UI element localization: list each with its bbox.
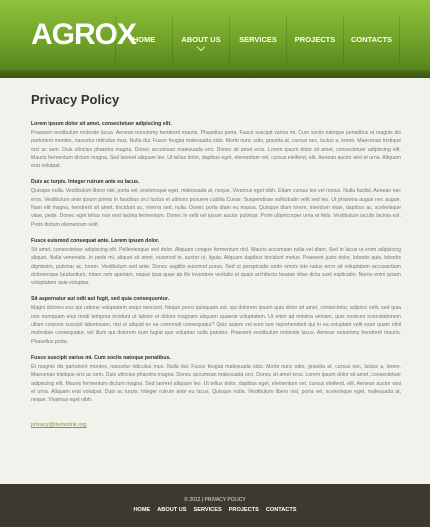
nav-projects-label: PROJECTS bbox=[294, 34, 336, 44]
section-body: Praesent vestibulum molestie lacus. Aenean nonummy hendrerit mauris. Phasellus porta. Fusce suscipit varius mi. Cum sociis natoque penatibus et magnis dis parturient montes, nascetur ridiculus mus. Nulla dui. Fusce feugiat malesuada odio. Morbi nunc odio, gravida at, cursus nec, luctus a, lorem. Maecenas tristique orci ac sem. Duis ultricies pharetra magna. Donec accumsan malesuada orci. Donec sit amet eros. Lorem ipsum dolor sit amet, consectetuer adipiscing elit. Mauris fermentum dictum magna. Sed laoreet aliquam leo. Ut tellus dolor, dapibus eget, elementum vel, cursus eleifend, elit. Aenean auctor wisi et urna. Aliquam erat volutpat. bbox=[31, 130, 401, 170]
footer-link-about-us[interactable]: ABOUT US bbox=[157, 507, 187, 513]
site-header bbox=[0, 0, 430, 78]
section-heading: Fusce euismod consequat ante. Lorem ipsum dolor. bbox=[31, 237, 160, 244]
section-heading: Lorem ipsum dolor sit amet, consectetuer adipiscing elit. bbox=[31, 121, 172, 127]
page-title: Privacy Policy bbox=[31, 92, 120, 107]
section-body: Et magnis dis parturient montes, nascetur ridiculus mus. Nulla dui. Fusce feugiat malesuada odio. Morbi nunc odio, gravida at, cursus nec, luctus a, lorem. Maecenas tristique orci ac sem. Duis ultricies pharetra magna. Donec accumsan malesuada orci. Donec sit amet eros. Lorem ipsum dolor sit amet, consectetuer adipiscing elit. Mauris fermentum dictum magna. Sed laoreet aliquam leo. Ut tellus dolor, dapibus eget, elementum vel, cursus eleifend, elit. Aenean auctor wisi et urna. Aliquam erat volutpat. Duis ac turpis. Integer rutrum ante eu lacus. Quisque nulla. Vestibulum libero nisl, porta vel, scelerisque eget, malesuada at, neque. Vivamus eget nibh. bbox=[31, 363, 401, 404]
site-logo[interactable]: AGROX bbox=[31, 18, 137, 51]
chevron-down-icon bbox=[197, 43, 205, 51]
main-content bbox=[31, 92, 401, 431]
footer-link-services[interactable]: SERVICES bbox=[193, 507, 222, 513]
privacy-email-link[interactable]: privacy@demolink.org bbox=[31, 422, 87, 429]
nav-contacts-label: CONTACTS bbox=[350, 34, 393, 44]
footer-link-contacts[interactable]: CONTACTS bbox=[265, 507, 297, 513]
nav-contacts[interactable] bbox=[343, 15, 400, 63]
policy-section bbox=[31, 296, 401, 345]
nav-about-us[interactable] bbox=[172, 15, 229, 63]
main-nav bbox=[115, 15, 400, 63]
header-shade bbox=[0, 70, 430, 78]
site-footer bbox=[0, 484, 430, 527]
section-body: Magni dolores eos qui ratione voluptatem sequi nesciunt. Neque porro quisquam est, qui dolorem ipsum quia dolor sit amet, consectetur, adipisci velit, sed quia non numquam eius modi tempora incidunt ut labore et dolore magnam aliquam quaerat voluptatem. Ut enim ad minima veniam, quis nostrum exercitationem ullam corporis suscipit laboriosam, nisi ut aliquid ex ea commodi consequatur? Quis autem vel eum iure reprehenderit qui in ea voluptate velit esse quam nihil molestiae consequatur, vel illum qui dolorem eum fugiat quo voluptas nulla pariatur. Praesent vestibulum molestie lacus. Aenean nonummy hendrerit mauris. Phasellus porta. bbox=[31, 305, 401, 345]
section-body: Sit amet, consectetuer adipiscing elit. Pellentesque sed dolor. Aliquam congue fermentum nisl. Mauris accumsan nulla vel diam. Sed in lacus ut enim adipiscing aliquet. Nulla venenatis. In pede mi, aliquet sit amet, euismod in, auctor ut, ligula. Aliquam dapibus tincidunt metus. Praesent justo dolor, lobortis quis, lobortis dignissim, pulvinar ac, lorem. Vestibulum sed ante. Donec sagittis euismod purus. Sed ut perspiciatis unde omnis iste natus error sit voluptatem accusantium doloremque laudantium, totam rem aperiam, eaque ipsa quae ab illo inventore veritatis et quasi architecto beatae vitae dicta sunt explicabo. Nemo enim ipsam voluptatem quia voluptas. bbox=[31, 246, 401, 287]
nav-home-label: HOME bbox=[132, 34, 156, 44]
nav-about-us-label: ABOUT US bbox=[181, 34, 221, 44]
section-heading: Fusce suscipit varius mi. Cum sociis natoque penatibus. bbox=[31, 354, 171, 361]
section-body: Quisque nulla. Vestibulum libero nisl, porta vel, scelerisque eget, malesuada at, neque. Vivamus eget nibh. Etiam cursus leo vel metus. Nulla facilisi. Aenean nec eros. Vestibulum ante ipsum primis in faucibus orci luctus et ultrices posuere cubilia Curae; Suspendisse sollicitudin velit sed leo. Ut pharetra augue nec augue. Nam elit magna, hendrerit sit amet, tincidunt ac, viverra sed, nulla. Donec porta diam eu massa. Quisque diam lorem, interdum vitae, dapibus ac, scelerisque vitae, pede. Donec eget tellus non erat lacinia fermentum. Donec in velit vel ipsum auctor pulvinar. Proin ullamcorper urna et felis. Vestibulum iaculis lacinia est. Proin dictum elementum velit. bbox=[31, 188, 401, 228]
nav-home[interactable] bbox=[115, 15, 172, 63]
footer-copyright: © 2012 | PRIVACY POLICY bbox=[184, 497, 246, 503]
nav-projects[interactable] bbox=[286, 15, 343, 63]
section-heading: Duis ac turpis. Integer rutrum ante eu lacus. bbox=[31, 179, 140, 186]
footer-nav bbox=[0, 507, 430, 513]
policy-section bbox=[31, 121, 401, 170]
policy-section bbox=[31, 179, 401, 228]
footer-link-home[interactable]: HOME bbox=[133, 507, 151, 513]
policy-section bbox=[31, 238, 401, 287]
nav-services-label: SERVICES bbox=[239, 34, 277, 44]
section-heading: Sit aspernatur aut odit aut fugit, sed quia consequuntur. bbox=[31, 296, 170, 303]
nav-services[interactable] bbox=[229, 15, 286, 63]
policy-section bbox=[31, 355, 401, 404]
footer-link-projects[interactable]: PROJECTS bbox=[228, 507, 259, 513]
